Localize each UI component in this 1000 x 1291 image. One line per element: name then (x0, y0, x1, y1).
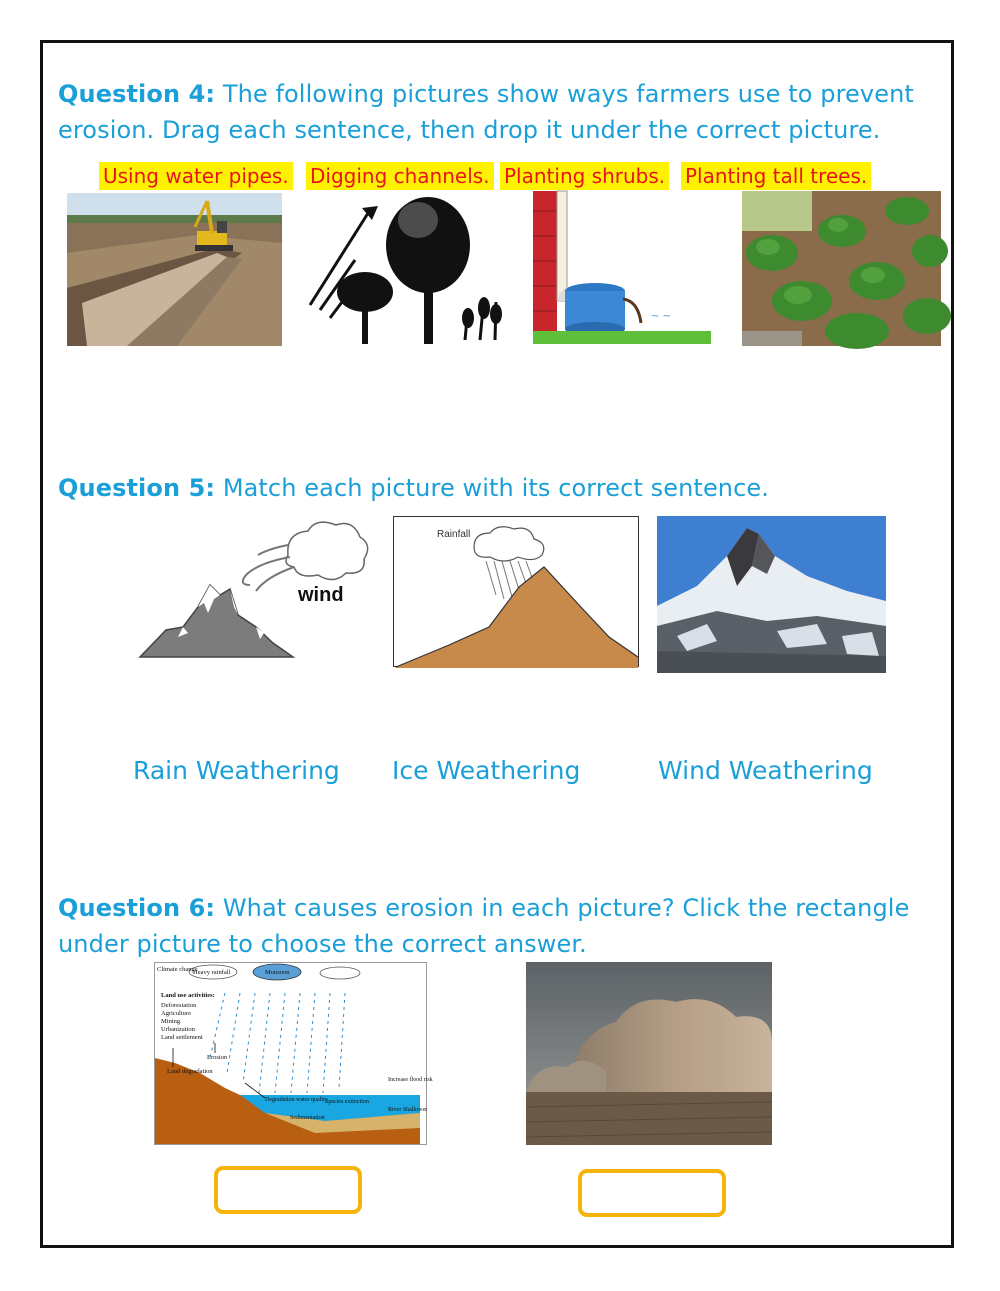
diagram-sedimentation: Sedimentation (290, 1115, 325, 1121)
picture-shrubs (742, 191, 941, 346)
question-5-prompt (58, 470, 938, 506)
picture-tall-trees (300, 190, 510, 347)
picture-wind-weathering (138, 515, 373, 665)
match-option-wind-weathering[interactable]: Wind Weathering (658, 756, 873, 785)
diagram-species-extinction: Species extinction (325, 1099, 369, 1105)
diagram-increase-flood-risk: Increase flood risk (388, 1077, 433, 1083)
question-4-text-line1: The following pictures show ways farmers use to prevent (222, 80, 914, 108)
picture-dust-storm (526, 962, 772, 1145)
diagram-land-use-title: Land use activities: (161, 992, 215, 999)
diagram-land-use-item: Deforestation (161, 1002, 197, 1009)
svg-text:~ ~: ~ ~ (651, 311, 671, 322)
question-6-text-line2: under picture to choose the correct answer. (58, 930, 587, 958)
diagram-land-use-item: Land settlement (161, 1034, 203, 1041)
diagram-climate-change: Climate change (157, 966, 198, 973)
question-6-text-line1: What causes erosion in each picture? Click the rectangle (222, 894, 910, 922)
match-option-ice-weathering[interactable]: Ice Weathering (392, 756, 581, 785)
picture-rainfall-erosion-diagram (154, 962, 433, 1145)
wind-label: wind (298, 584, 344, 606)
question-6-prompt (58, 890, 938, 962)
answer-rectangle-diagram[interactable] (214, 1166, 362, 1214)
diagram-river-shallower: River Shallower (388, 1107, 428, 1113)
diagram-heavy-rainfall: Heavy rainfall (193, 969, 231, 976)
drag-option-digging-channels[interactable]: Digging channels. (306, 162, 494, 190)
picture-rain-weathering (393, 516, 639, 667)
question-5-text: Match each picture with its correct sentence. (222, 474, 770, 502)
diagram-land-use-item: Agriculture (161, 1010, 191, 1017)
question-4-prompt (58, 76, 938, 148)
picture-water-pipe-barrel (533, 191, 711, 344)
diagram-degradation-water-quality: Degradation water quality (265, 1097, 328, 1103)
diagram-land-use-item: Mining (161, 1018, 181, 1025)
diagram-monsoon: Monsoon (265, 969, 290, 976)
question-6-heading: Question 6: (58, 894, 216, 922)
drag-option-planting-shrubs[interactable]: Planting shrubs. (500, 162, 669, 190)
rainfall-label: Rainfall (437, 529, 471, 540)
picture-excavator-channel (67, 193, 282, 346)
diagram-land-use-item: Urbanization (161, 1026, 195, 1033)
drag-option-using-water-pipes[interactable]: Using water pipes. (99, 162, 293, 190)
drag-option-planting-tall-trees[interactable]: Planting tall trees. (681, 162, 871, 190)
answer-rectangle-dust-storm[interactable] (578, 1169, 726, 1217)
diagram-land-degradation: Land degradation (167, 1068, 213, 1075)
question-4-text-line2: erosion. Drag each sentence, then drop it under the correct picture. (58, 116, 881, 144)
question-5-heading: Question 5: (58, 474, 216, 502)
diagram-erosion: Erosion (207, 1054, 228, 1061)
question-4-heading: Question 4: (58, 80, 216, 108)
picture-ice-weathering (657, 516, 886, 673)
match-option-rain-weathering[interactable]: Rain Weathering (133, 756, 340, 785)
